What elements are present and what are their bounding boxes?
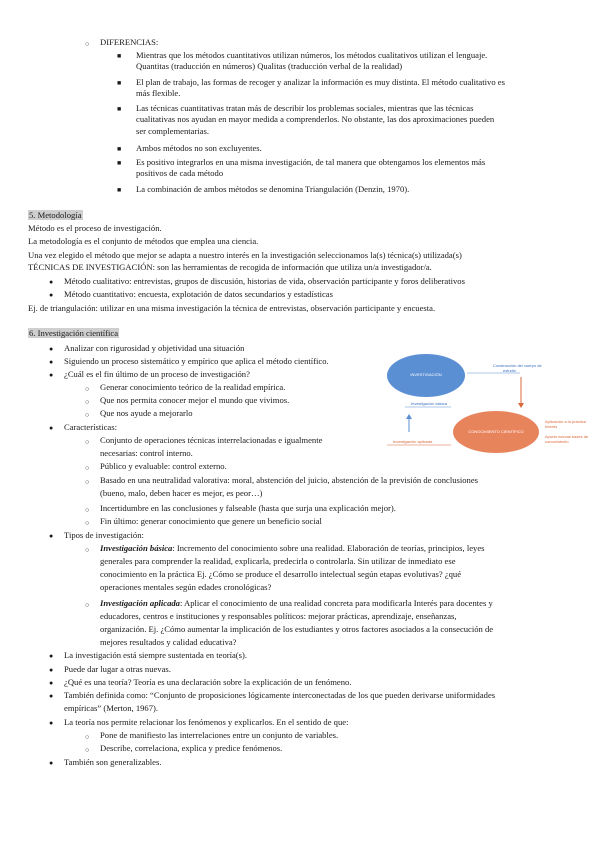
basica-line-1 <box>100 543 484 554</box>
circle-bullet-icon: ○ <box>85 733 90 741</box>
metodologia-example: Ej. de triangulación: utilizar en una misma investigación la técnica de entrevistas, observación participante y encuesta. <box>28 303 436 313</box>
metodologia-line-4: TÉCNICAS DE INVESTIGACIÓN: son las herramientas de recogida de información que utiliza un/a investigador/a. <box>28 262 432 272</box>
circle-bullet-icon: ○ <box>85 411 90 419</box>
dot-bullet-icon: ● <box>49 424 54 432</box>
aplicada-line-2: educadores, centros e instituciones y responsables políticos: mejorar prácticas, aprendizaje, enseñanzas, <box>100 611 457 621</box>
inv-bullet-2: Siguiendo un proceso sistemático y empírico que aplica el método científico. <box>64 356 329 366</box>
dot-bullet-icon: ● <box>49 719 54 727</box>
diferencias-title: DIFERENCIAS: <box>100 37 159 47</box>
dot-bullet-icon: ● <box>49 532 54 540</box>
diferencias-item-6-line-1: La combinación de ambos métodos se denomina Triangulación (Denzin, 1970). <box>136 184 410 194</box>
circle-bullet-icon: ○ <box>85 478 90 486</box>
circle-bullet-icon: ○ <box>85 40 90 48</box>
inv-bullet-8: ¿Qué es una teoría? Teoría es una declaración sobre la explicación de un fenómeno. <box>64 677 352 687</box>
dot-bullet-icon: ● <box>49 278 54 286</box>
metodologia-line-3: Una vez elegido el método que mejor se adapta a nuestro interés en la investigación seleccionamos la(s) técnica(s) utilizada(s) <box>28 250 462 260</box>
inv-bullet-5: Tipos de investigación: <box>64 530 144 540</box>
circle-bullet-icon: ○ <box>85 438 90 446</box>
section-5-heading <box>28 210 83 221</box>
metodologia-line-2: La metodología es el conjunto de métodos que emplea una ciencia. <box>28 236 259 246</box>
aplicada-label: Investigación aplicada <box>100 598 180 608</box>
dot-bullet-icon: ● <box>49 679 54 687</box>
label-inv-aplicada: Investigación aplicada <box>393 439 433 444</box>
inv-bullet-9-line-1: También definida como: “Conjunto de proposiciones lógicamente interconectadas de los que pueden derivarse uniformidades <box>64 690 496 700</box>
circle-bullet-icon: ○ <box>85 464 90 472</box>
label-aplicacion-1: Aplicación a la práctica <box>545 419 586 424</box>
inv-bullet-7: Puede dar lugar a otras nuevas. <box>64 664 171 674</box>
label-aporta-1: Aporta nuevas bases de <box>545 434 589 439</box>
dot-bullet-icon: ● <box>49 358 54 366</box>
square-bullet-icon: ■ <box>117 105 122 113</box>
inv-b3-sub-2: Que nos permita conocer mejor el mundo que vivimos. <box>100 395 290 405</box>
dot-bullet-icon: ● <box>49 759 54 767</box>
square-bullet-icon: ■ <box>117 186 122 194</box>
diferencias-item-2-line-2: más flexible. <box>136 88 181 98</box>
basica-text: : Incremento del conocimiento sobre una realidad. Elaboración de teorías, principios, leyes <box>172 543 485 553</box>
inv-bullet-4: Características: <box>64 422 117 432</box>
label-construccion-1: Construcción del cuerpo de <box>493 363 542 368</box>
circle-bullet-icon: ○ <box>85 546 90 554</box>
label-aplicacion-2: Interés <box>545 424 558 429</box>
diferencias-item-5-line-1: Es positivo integrarlos en una misma investigación, de tal manera que obtengamos los elementos más <box>136 157 486 167</box>
aplicada-line-4: mejores resultados y calidad educativa? <box>100 637 237 647</box>
caract-4-line-1: Incertidumbre en las conclusiones y falseable (hasta que surja una explicación mejor). <box>100 503 396 513</box>
basica-line-4: operaciones mentales según edades cronológicas? <box>100 582 272 592</box>
metodologia-bullet-1: Método cualitativo: entrevistas, grupos de discusión, historias de vida, observación participante y foros deliberativos <box>64 276 465 286</box>
aplicada-line-3: organización. Ej. ¿Cómo aumentar la implicación de los estudiantes y otros factores asociados a la consecución de <box>100 624 494 634</box>
metodologia-bullet-2: Método cuantitativo: encuesta, explotación de datos secundarios y estadísticas <box>64 289 333 299</box>
square-bullet-icon: ■ <box>117 79 122 87</box>
diferencias-item-3-line-3: ser complementarias. <box>136 126 210 136</box>
inv-b3-sub-1: Generar conocimiento teórico de la realidad empírica. <box>100 382 286 392</box>
diferencias-item-5-line-2: positivos de cada método <box>136 168 224 178</box>
caract-3-line-2: (bueno, malo, deben hacer es mejor, es peor…) <box>100 488 263 498</box>
ellipse-investigacion: INVESTIGACIÓN <box>387 354 465 397</box>
orange-arrow-head <box>518 403 524 408</box>
square-bullet-icon: ■ <box>117 145 122 153</box>
caract-1-line-2: necesarias: control interno. <box>100 448 193 458</box>
inv-bullet-6: La investigación está siempre sustentada en teoría(s). <box>64 650 248 660</box>
section-6-heading <box>28 328 119 339</box>
dot-bullet-icon: ● <box>49 371 54 379</box>
square-bullet-icon: ■ <box>117 159 122 167</box>
inv-bullet-11: También son generalizables. <box>64 757 162 767</box>
inv-bullet-10: La teoría nos permite relacionar los fenómenos y explicarlos. En el sentido de que: <box>64 717 349 727</box>
aplicada-text: : Aplicar el conocimiento de una realidad concreta para modificarla Interés para docentes y <box>179 598 493 608</box>
inv-bullet-1: Analizar con rigurosidad y objetividad una situación <box>64 343 245 353</box>
diferencias-item-1-line-2: Quantitas (traducción en números) Qualitas (traducción verbal de la realidad) <box>136 61 403 71</box>
diferencias-item-1-line-1: Mientras que los métodos cuantitativos utilizan números, los métodos cualitativos utilizan el lenguaje. <box>136 50 488 60</box>
inv-b10-sub-1: Pone de manifiesto las interrelaciones entre un conjunto de variables. <box>100 730 339 740</box>
aplicada-line-1 <box>100 598 493 609</box>
caract-1-line-1: Conjunto de operaciones técnicas interrelacionadas e igualmente <box>100 435 323 445</box>
inv-bullet-3: ¿Cuál es el fin último de un proceso de investigación? <box>64 369 250 379</box>
diferencias-item-2-line-1: El plan de trabajo, las formas de recoger y analizar la información es muy distinta. El método cualitativo es <box>136 77 505 87</box>
dot-bullet-icon: ● <box>49 652 54 660</box>
dot-bullet-icon: ● <box>49 666 54 674</box>
section-5-heading-text: 5. Metodología <box>29 210 82 220</box>
dot-bullet-icon: ● <box>49 291 54 299</box>
ellipse-conocimiento: CONOCIMIENTO CIENTÍFICO <box>453 411 539 453</box>
circle-bullet-icon: ○ <box>85 519 90 527</box>
inv-bullet-9-line-2: empíricas” (Merton, 1967). <box>64 703 159 713</box>
basica-line-2: generales para comprender la realidad, explicarla, predecirla o controlarla. Sin utilizar de inmediato ese <box>100 556 456 566</box>
diferencias-item-3-line-1: Las técnicas cuantitativas tratan más de describir los problemas sociales, mientras que las técnicas <box>136 103 474 113</box>
diferencias-item-3-line-2: cualitativas nos ayudan en mayor medida a comprenderlos. No obstante, las dos aproximaciones pueden <box>136 114 495 124</box>
research-diagram <box>385 347 590 457</box>
metodologia-line-1: Método es el proceso de investigación. <box>28 223 162 233</box>
label-aporta-2: conocimiento <box>545 439 569 444</box>
diferencias-item-4-line-1: Ambos métodos no son excluyentes. <box>136 143 262 153</box>
dot-bullet-icon: ● <box>49 692 54 700</box>
circle-bullet-icon: ○ <box>85 746 90 754</box>
circle-bullet-icon: ○ <box>85 385 90 393</box>
inv-b3-sub-3: Que nos ayude a mejorarlo <box>100 408 193 418</box>
caract-3-line-1: Basado en una neutralidad valorativa: moral, abstención del juicio, abstención de la previsión de conclusiones <box>100 475 479 485</box>
label-construccion-2: estudio <box>503 368 516 373</box>
circle-bullet-icon: ○ <box>85 601 90 609</box>
dot-bullet-icon: ● <box>49 345 54 353</box>
caract-2-line-1: Público y evaluable: control externo. <box>100 461 227 471</box>
section-6-heading-text: 6. Investigación científica <box>29 328 119 338</box>
caract-5-line-1: Fin último: generar conocimiento que genere un beneficio social <box>100 516 322 526</box>
blue-arrow-head <box>406 414 412 419</box>
circle-bullet-icon: ○ <box>85 398 90 406</box>
inv-b10-sub-2: Describe, correlaciona, explica y predice fenómenos. <box>100 743 283 753</box>
square-bullet-icon: ■ <box>117 52 122 60</box>
circle-bullet-icon: ○ <box>85 506 90 514</box>
basica-label: Investigación básica <box>100 543 173 553</box>
basica-line-3: conocimiento en la práctica Ej. ¿Cómo se produce el desarrollo intelectual según etapas evolutivas? ¿qué <box>100 569 462 579</box>
label-inv-basica: Investigación básica <box>411 401 448 406</box>
